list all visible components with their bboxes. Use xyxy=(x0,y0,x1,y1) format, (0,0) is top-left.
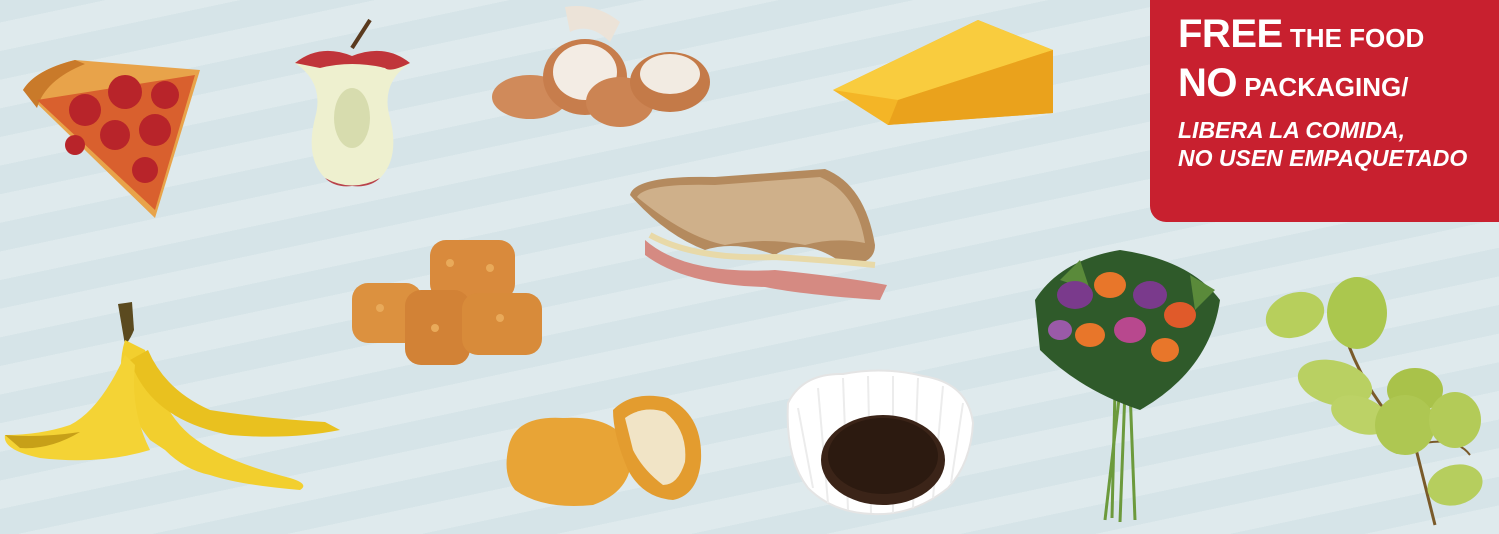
banner-the-food-text: THE FOOD xyxy=(1282,23,1425,53)
banner-spanish-line-2: NO USEN EMPAQUETADO xyxy=(1178,145,1468,171)
tater-tots-image xyxy=(350,238,545,368)
banner-line-2 xyxy=(1178,63,1499,112)
banner-packaging-text: PACKAGING/ xyxy=(1237,72,1409,102)
coffee-filter-grounds-image xyxy=(783,368,978,518)
free-the-food-banner xyxy=(1150,0,1499,222)
banner-line-1 xyxy=(1178,14,1499,63)
green-leaves-image xyxy=(1265,275,1490,530)
banner-no-word: NO xyxy=(1178,61,1237,105)
apple-core-image xyxy=(290,18,415,188)
banner-spanish-line-1: LIBERA LA COMIDA, xyxy=(1178,117,1406,143)
chicken-nuggets-image xyxy=(503,390,708,510)
cheese-wedge-image xyxy=(828,15,1063,130)
pizza-slice-image xyxy=(15,30,215,225)
banner-free-word: FREE xyxy=(1178,12,1283,56)
sandwich-image xyxy=(625,165,895,305)
flower-bouquet-image xyxy=(1020,240,1225,525)
banana-peel-image xyxy=(0,300,345,495)
egg-shells-image xyxy=(490,2,720,132)
